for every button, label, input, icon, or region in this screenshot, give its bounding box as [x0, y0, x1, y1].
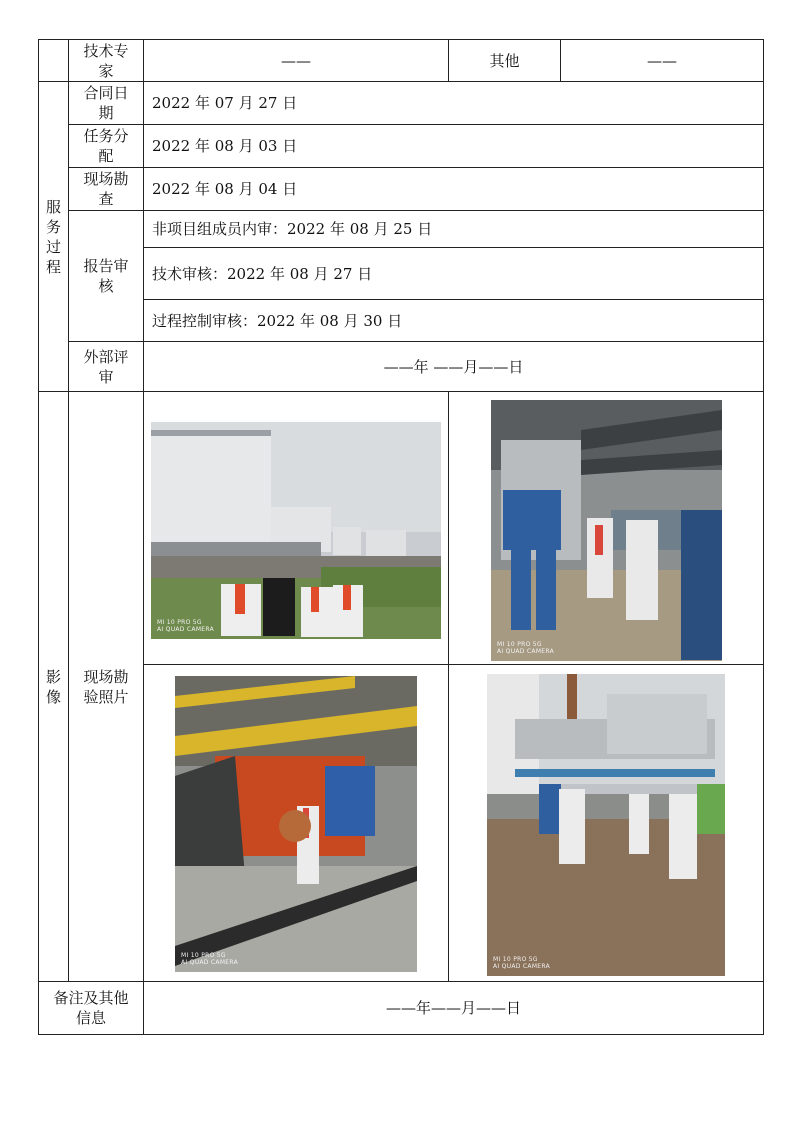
- photo-plant-yard: [487, 674, 725, 976]
- site-survey-label-line2: 查: [98, 190, 114, 208]
- site-survey-label-line1: 现场勘: [83, 170, 129, 188]
- photo-boiler-image: [175, 676, 417, 972]
- site-survey-value: 2022 年 08 月 04 日: [143, 167, 764, 211]
- task-assign-label-line2: 配: [98, 147, 114, 165]
- service-process-char-1: 服: [45, 197, 61, 216]
- report-review-label: [68, 210, 144, 342]
- images-label-char-2: 像: [45, 687, 61, 706]
- expert-label-line2: 家: [98, 61, 114, 80]
- remarks-label-line1: 备注及其他: [53, 989, 129, 1007]
- review-process: 过程控制审核：2022 年 08 月 30 日: [143, 299, 764, 342]
- images-section-label: [38, 391, 69, 982]
- photo-plant-yard-watermark: [493, 956, 550, 970]
- site-photos-label-line2: 验照片: [83, 687, 129, 706]
- remarks-value: ——年——月——日: [143, 981, 764, 1035]
- task-assign-label-line1: 任务分: [83, 127, 129, 145]
- watermark-line2: AI QUAD CAMERA: [157, 626, 215, 633]
- review-internal: 非项目组成员内审：2022 年 08 月 25 日: [143, 210, 764, 248]
- photo-plant-yard-image: [487, 674, 725, 976]
- photo-pump-room: [491, 400, 722, 661]
- watermark-line1: MI 10 PRO 5G: [181, 952, 226, 959]
- service-process-label: [38, 81, 69, 392]
- external-review-label-line2: 审: [98, 367, 114, 386]
- review-technical: 技术审核：2022 年 08 月 27 日: [143, 247, 764, 300]
- photo-boiler-watermark: [181, 952, 238, 966]
- watermark-line2: AI QUAD CAMERA: [493, 963, 551, 970]
- task-assign-value: 2022 年 08 月 03 日: [143, 124, 764, 168]
- photo-boiler: [175, 676, 417, 972]
- site-photos-label: [68, 391, 144, 982]
- external-review-value: ——年 ——月——日: [143, 341, 764, 392]
- watermark-line2: AI QUAD CAMERA: [497, 648, 555, 655]
- service-process-char-3: 过: [45, 237, 61, 256]
- row-spacer: [38, 39, 69, 82]
- contract-date-value: 2022 年 07 月 27 日: [143, 81, 764, 125]
- report-review-label-line2: 核: [98, 277, 114, 295]
- report-review-label-line1: 报告审: [83, 257, 129, 275]
- site-photos-label-line1: 现场勘: [83, 667, 129, 686]
- contract-date-label-line2: 期: [98, 104, 114, 122]
- expert-label-line1: 技术专: [83, 41, 129, 60]
- expert-value: ——: [143, 39, 449, 82]
- watermark-line2: AI QUAD CAMERA: [181, 959, 239, 966]
- remarks-label-line2: 信息: [75, 1009, 106, 1027]
- external-review-label-line1: 外部评: [83, 347, 129, 366]
- contract-date-label: [68, 81, 144, 125]
- photo-tank-farm-image: [151, 422, 441, 639]
- service-process-char-4: 程: [45, 257, 61, 276]
- external-review-label: [68, 341, 144, 392]
- expert-label: [68, 39, 144, 82]
- photo-tank-farm-watermark: [157, 619, 214, 633]
- photo-pump-room-image: [491, 400, 722, 661]
- watermark-line1: MI 10 PRO 5G: [157, 619, 202, 626]
- remarks-label: [38, 981, 144, 1035]
- task-assign-label: [68, 124, 144, 168]
- service-process-char-2: 务: [45, 217, 61, 236]
- photo-pump-room-watermark: [497, 641, 554, 655]
- images-label-char-1: 影: [45, 667, 61, 686]
- watermark-line1: MI 10 PRO 5G: [493, 956, 538, 963]
- site-survey-label: [68, 167, 144, 211]
- watermark-line1: MI 10 PRO 5G: [497, 641, 542, 648]
- photo-tank-farm: [151, 422, 441, 639]
- other-value: ——: [560, 39, 764, 82]
- other-label: 其他: [448, 39, 561, 82]
- contract-date-label-line1: 合同日: [83, 84, 129, 102]
